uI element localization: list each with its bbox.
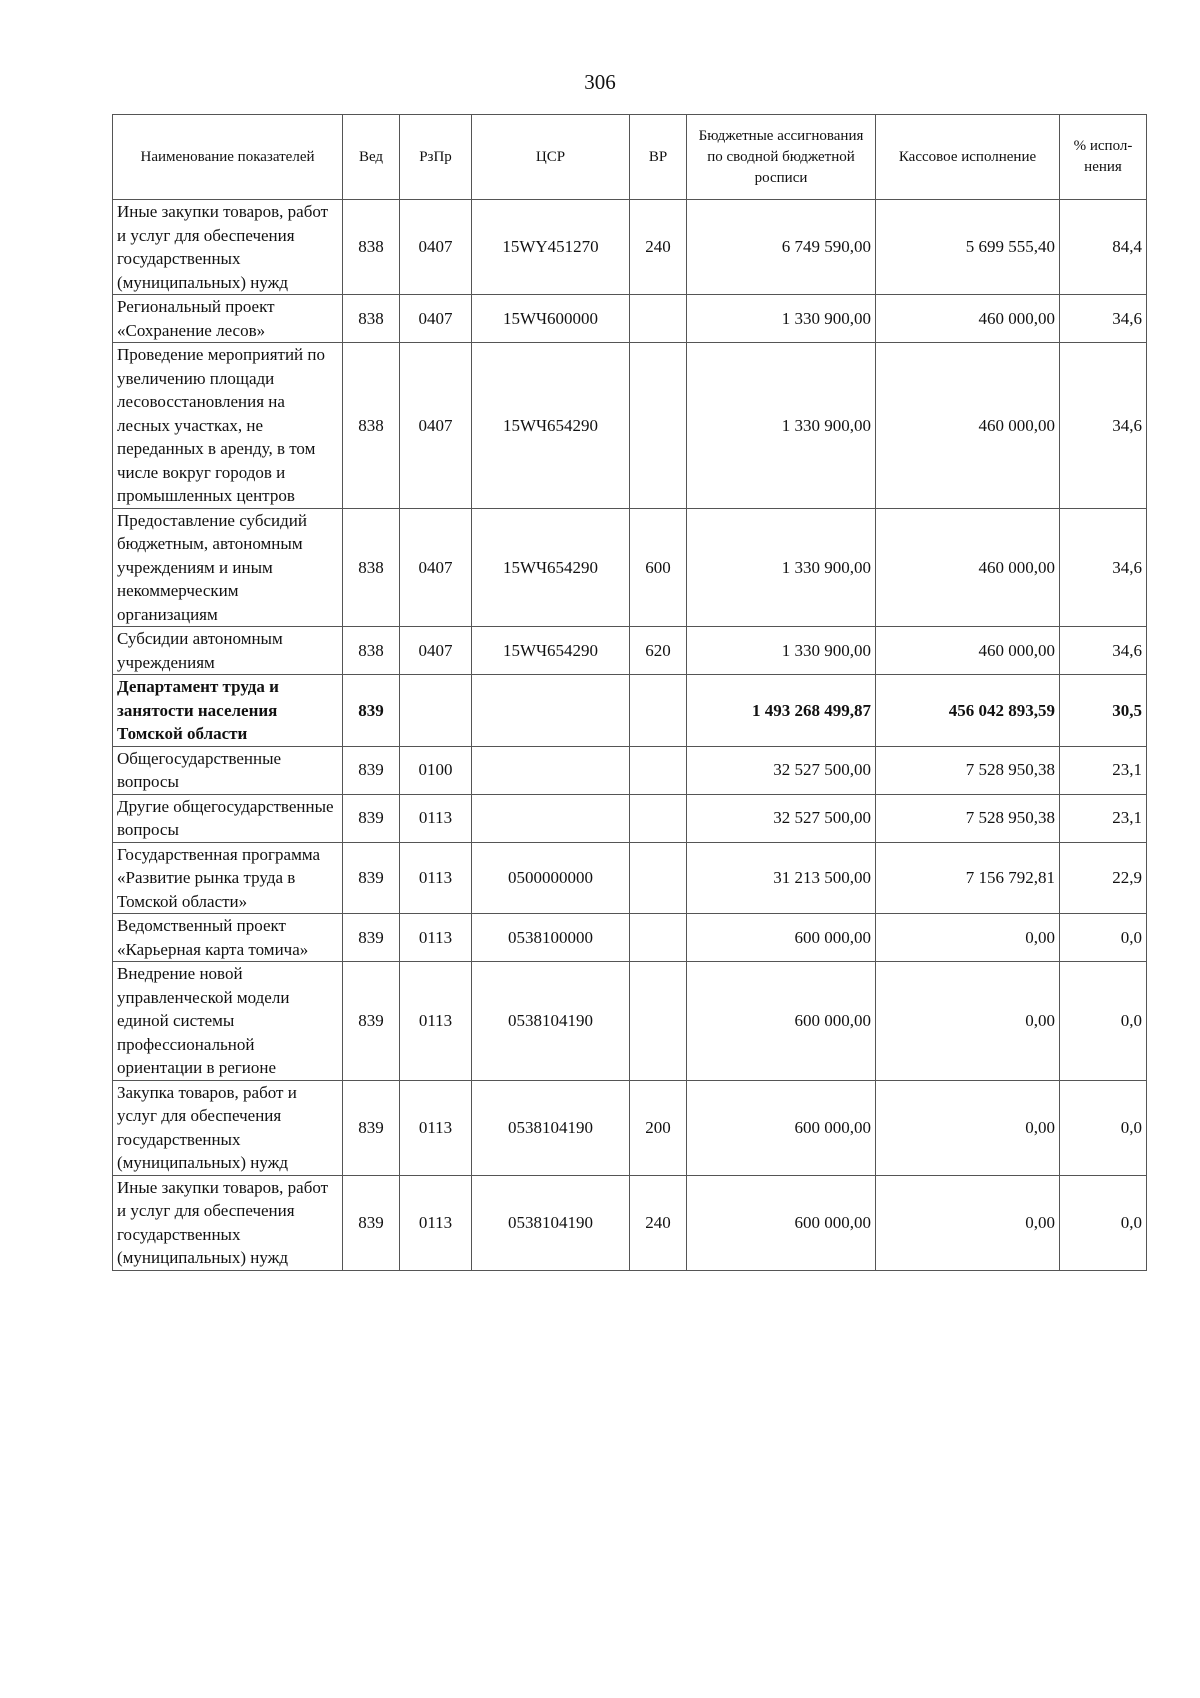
cell-cash: 460 000,00	[876, 627, 1060, 675]
cell-percent: 23,1	[1060, 794, 1147, 842]
table-row	[113, 794, 1147, 842]
cell-csr: 0538104190	[472, 962, 630, 1081]
cell-name: Другие общегосударственные вопросы	[113, 794, 343, 842]
cell-vr	[630, 746, 687, 794]
cell-name: Проведение мероприятий по увеличению площади лесовосстановления на лесных участках, не переданных в аренду, в том числе вокруг городов и промышленных центров	[113, 343, 343, 509]
cell-percent: 34,6	[1060, 508, 1147, 627]
cell-percent: 0,0	[1060, 962, 1147, 1081]
cell-budget: 32 527 500,00	[687, 794, 876, 842]
cell-percent: 22,9	[1060, 842, 1147, 914]
cell-budget: 31 213 500,00	[687, 842, 876, 914]
page-number: 306	[584, 70, 616, 94]
cell-cash: 7 156 792,81	[876, 842, 1060, 914]
header-ved: Вед	[343, 115, 400, 200]
cell-cash: 7 528 950,38	[876, 794, 1060, 842]
table-row	[113, 914, 1147, 962]
table-row	[113, 508, 1147, 627]
cell-percent: 0,0	[1060, 1175, 1147, 1270]
cell-cash: 0,00	[876, 1080, 1060, 1175]
cell-budget: 600 000,00	[687, 1080, 876, 1175]
cell-ved: 839	[343, 1080, 400, 1175]
cell-cash: 0,00	[876, 962, 1060, 1081]
cell-name: Иные закупки товаров, работ и услуг для обеспечения государственных (муниципальных) нужд	[113, 200, 343, 295]
cell-vr	[630, 914, 687, 962]
cell-cash: 0,00	[876, 914, 1060, 962]
cell-ved: 839	[343, 675, 400, 747]
cell-budget: 1 330 900,00	[687, 508, 876, 627]
cell-ved: 838	[343, 343, 400, 509]
cell-vr	[630, 962, 687, 1081]
table-row	[113, 1175, 1147, 1270]
cell-vr	[630, 295, 687, 343]
cell-percent: 34,6	[1060, 343, 1147, 509]
cell-cash: 5 699 555,40	[876, 200, 1060, 295]
cell-name: Иные закупки товаров, работ и услуг для обеспечения государственных (муниципальных) нужд	[113, 1175, 343, 1270]
cell-name: Внедрение новой управленческой модели единой системы профессиональной ориентации в регионе	[113, 962, 343, 1081]
cell-csr: 15WЧ654290	[472, 508, 630, 627]
table-row	[113, 295, 1147, 343]
cell-csr: 0538104190	[472, 1080, 630, 1175]
cell-ved: 838	[343, 627, 400, 675]
table-row	[113, 627, 1147, 675]
cell-budget: 1 330 900,00	[687, 295, 876, 343]
table-row	[113, 200, 1147, 295]
cell-rzpr: 0113	[400, 1175, 472, 1270]
cell-csr: 0500000000	[472, 842, 630, 914]
cell-csr: 15WЧ600000	[472, 295, 630, 343]
table-row	[113, 842, 1147, 914]
cell-csr: 0538104190	[472, 1175, 630, 1270]
table-row	[113, 1080, 1147, 1175]
cell-budget: 1 330 900,00	[687, 627, 876, 675]
cell-vr: 240	[630, 200, 687, 295]
cell-csr: 0538100000	[472, 914, 630, 962]
cell-vr: 600	[630, 508, 687, 627]
cell-cash: 460 000,00	[876, 343, 1060, 509]
cell-cash: 7 528 950,38	[876, 746, 1060, 794]
cell-csr: 15WЧ654290	[472, 627, 630, 675]
cell-csr: 15WY451270	[472, 200, 630, 295]
cell-vr	[630, 794, 687, 842]
cell-rzpr: 0113	[400, 914, 472, 962]
cell-rzpr: 0100	[400, 746, 472, 794]
header-percent: % испол- нения	[1060, 115, 1147, 200]
header-vr: ВР	[630, 115, 687, 200]
cell-cash: 456 042 893,59	[876, 675, 1060, 747]
table-row	[113, 962, 1147, 1081]
cell-ved: 839	[343, 842, 400, 914]
cell-rzpr: 0407	[400, 508, 472, 627]
header-csr: ЦСР	[472, 115, 630, 200]
cell-ved: 838	[343, 508, 400, 627]
cell-ved: 839	[343, 1175, 400, 1270]
cell-csr	[472, 794, 630, 842]
table-header-row	[113, 115, 1147, 200]
cell-percent: 0,0	[1060, 914, 1147, 962]
cell-vr: 200	[630, 1080, 687, 1175]
cell-csr	[472, 675, 630, 747]
cell-name: Департамент труда и занятости населения Томской области	[113, 675, 343, 747]
cell-name: Субсидии автономным учреждениям	[113, 627, 343, 675]
cell-ved: 839	[343, 746, 400, 794]
cell-budget: 600 000,00	[687, 914, 876, 962]
cell-vr: 240	[630, 1175, 687, 1270]
cell-vr	[630, 675, 687, 747]
cell-ved: 839	[343, 962, 400, 1081]
cell-budget: 6 749 590,00	[687, 200, 876, 295]
cell-ved: 838	[343, 295, 400, 343]
cell-name: Ведомственный проект «Карьерная карта томича»	[113, 914, 343, 962]
cell-rzpr: 0407	[400, 200, 472, 295]
cell-cash: 0,00	[876, 1175, 1060, 1270]
cell-percent: 23,1	[1060, 746, 1147, 794]
header-name: Наименование показателей	[113, 115, 343, 200]
cell-csr: 15WЧ654290	[472, 343, 630, 509]
cell-name: Общегосударственные вопросы	[113, 746, 343, 794]
cell-rzpr: 0407	[400, 627, 472, 675]
cell-rzpr: 0113	[400, 842, 472, 914]
cell-cash: 460 000,00	[876, 295, 1060, 343]
cell-rzpr: 0407	[400, 295, 472, 343]
table-row	[113, 746, 1147, 794]
header-rzpr: РзПр	[400, 115, 472, 200]
cell-rzpr: 0113	[400, 962, 472, 1081]
header-budget: Бюджетные ассигнования по сводной бюджетной росписи	[687, 115, 876, 200]
cell-name: Региональный проект «Сохранение лесов»	[113, 295, 343, 343]
cell-ved: 839	[343, 794, 400, 842]
cell-budget: 1 493 268 499,87	[687, 675, 876, 747]
cell-rzpr: 0113	[400, 794, 472, 842]
cell-budget: 32 527 500,00	[687, 746, 876, 794]
cell-vr: 620	[630, 627, 687, 675]
budget-execution-table	[112, 114, 1147, 1271]
cell-percent: 84,4	[1060, 200, 1147, 295]
cell-name: Закупка товаров, работ и услуг для обеспечения государственных (муниципальных) нужд	[113, 1080, 343, 1175]
cell-name: Предоставление субсидий бюджетным, автономным учреждениям и иным некоммерческим организациям	[113, 508, 343, 627]
table-row	[113, 343, 1147, 509]
cell-ved: 839	[343, 914, 400, 962]
cell-budget: 1 330 900,00	[687, 343, 876, 509]
cell-csr	[472, 746, 630, 794]
header-cash: Кассовое исполнение	[876, 115, 1060, 200]
cell-budget: 600 000,00	[687, 962, 876, 1081]
cell-vr	[630, 343, 687, 509]
cell-cash: 460 000,00	[876, 508, 1060, 627]
cell-rzpr: 0113	[400, 1080, 472, 1175]
cell-name: Государственная программа «Развитие рынка труда в Томской области»	[113, 842, 343, 914]
cell-percent: 34,6	[1060, 295, 1147, 343]
cell-percent: 30,5	[1060, 675, 1147, 747]
cell-budget: 600 000,00	[687, 1175, 876, 1270]
cell-ved: 838	[343, 200, 400, 295]
cell-percent: 34,6	[1060, 627, 1147, 675]
cell-rzpr: 0407	[400, 343, 472, 509]
cell-rzpr	[400, 675, 472, 747]
cell-percent: 0,0	[1060, 1080, 1147, 1175]
table-row	[113, 675, 1147, 747]
cell-vr	[630, 842, 687, 914]
